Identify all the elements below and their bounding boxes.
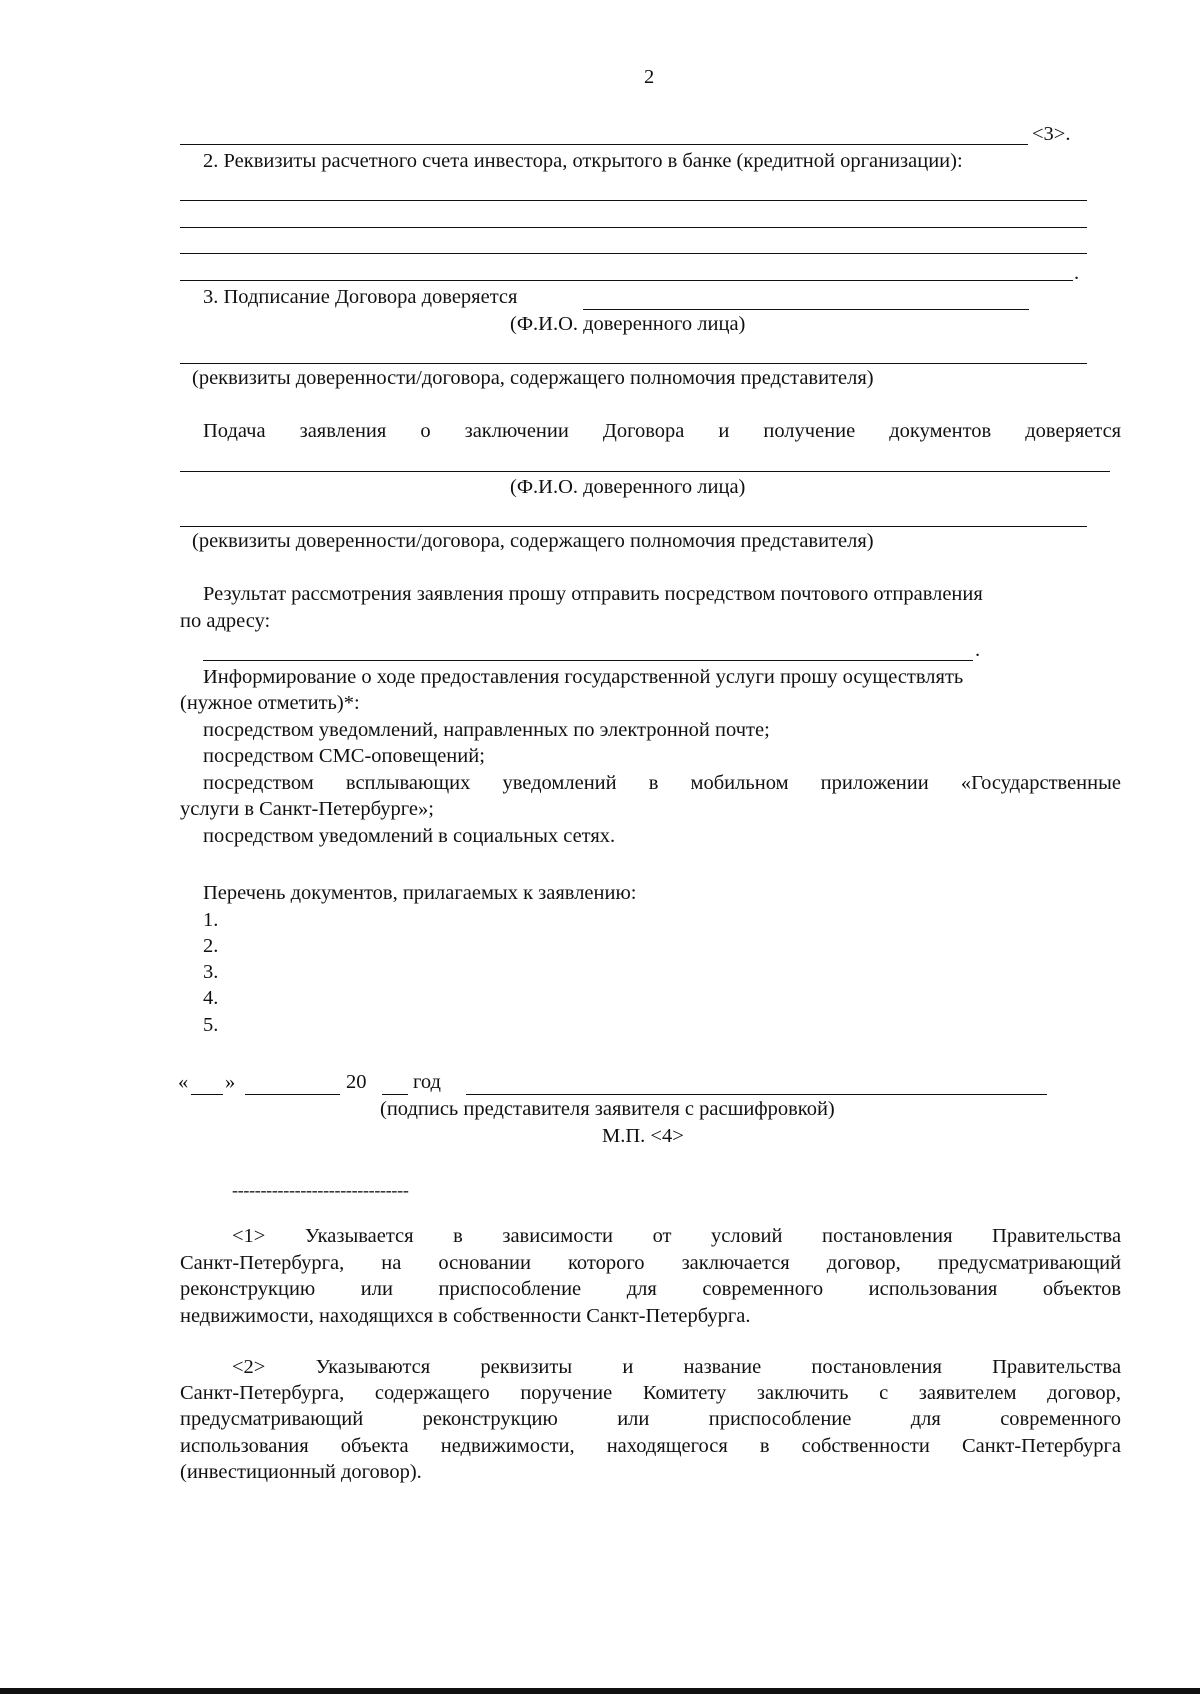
poa-caption: (реквизиты доверенности/договора, содержащего полномочия представителя)	[192, 530, 874, 552]
date-day-line	[191, 1094, 223, 1095]
footnote-marker-3: <3>.	[1032, 123, 1071, 145]
field-line	[180, 526, 1087, 527]
date-year-word: год	[413, 1071, 441, 1093]
option-social: посредством уведомлений в социальных сетях.	[203, 825, 616, 847]
date-close-quote: »	[225, 1071, 236, 1093]
footnote-1-line-3: реконструкцию или приспособление для современного использования объектов	[180, 1278, 1122, 1300]
bank-details-heading: 2. Реквизиты расчетного счета инвестора, открытого в банке (кредитной организации):	[203, 150, 963, 172]
field-line	[180, 200, 1087, 201]
poa-caption: (реквизиты доверенности/договора, содержащего полномочия представителя)	[192, 367, 874, 389]
footnote-separator: -------------------------------	[232, 1180, 409, 1200]
attachment-item: 1.	[203, 909, 219, 931]
footnote-2-line-3: предусматривающий реконструкцию или приспособление для современного	[180, 1408, 1121, 1430]
field-line	[180, 227, 1087, 228]
date-month-line	[245, 1094, 340, 1095]
line-end-period: .	[975, 639, 981, 661]
option-sms: посредством СМС-оповещений;	[203, 745, 485, 767]
footnote-1-line-4: недвижимости, находящихся в собственности Санкт-Петербурга.	[180, 1305, 751, 1327]
footnote-2-line-2: Санкт-Петербурга, содержащего поручение Комитету заключить с заявителем договор,	[180, 1382, 1122, 1404]
attachments-heading: Перечень документов, прилагаемых к заявлению:	[203, 882, 637, 904]
submission-entrusted-line: Подача заявления о заключении Договора и получение документов доверяется	[203, 420, 1122, 442]
footnote-2-line-5: (инвестиционный договор).	[180, 1461, 422, 1483]
scan-bottom-edge	[0, 1688, 1200, 1694]
attachment-item: 3.	[203, 961, 219, 983]
address-field-line	[203, 660, 973, 661]
field-line	[180, 144, 1028, 145]
fio-caption: (Ф.И.О. доверенного лица)	[510, 476, 746, 498]
attachment-item: 4.	[203, 987, 219, 1009]
field-line	[180, 363, 1087, 364]
attachment-item: 2.	[203, 935, 219, 957]
field-line	[583, 309, 1029, 310]
signature-line	[466, 1094, 1047, 1095]
result-delivery-line-2: по адресу:	[180, 610, 271, 632]
signature-caption: (подпись представителя заявителя с расшифровкой)	[380, 1098, 835, 1120]
field-line	[180, 253, 1087, 254]
inform-line-2: (нужное отметить)*:	[180, 692, 360, 714]
stamp-placeholder: М.П. <4>	[602, 1125, 684, 1147]
field-line	[180, 280, 1073, 281]
line-end-period: .	[1074, 262, 1080, 284]
footnote-2-line-1: <2> Указываются реквизиты и название постановления Правительства	[232, 1356, 1122, 1378]
option-push-line-1: посредством всплывающих уведомлений в мобильном приложении «Государственные	[203, 772, 1121, 794]
page-number: 2	[644, 66, 655, 88]
result-delivery-line-1: Результат рассмотрения заявления прошу отправить посредством почтового отправления	[203, 583, 983, 605]
attachment-item: 5.	[203, 1014, 219, 1036]
field-line	[180, 471, 1110, 472]
date-year-line	[382, 1094, 408, 1095]
signing-entrusted-label: 3. Подписание Договора доверяется	[203, 286, 518, 308]
option-push-line-2: услуги в Санкт-Петербурге»;	[180, 798, 434, 820]
fio-caption: (Ф.И.О. доверенного лица)	[510, 313, 746, 335]
inform-line-1: Информирование о ходе предоставления государственной услуги прошу осуществлять	[203, 666, 964, 688]
date-open-quote: «	[178, 1071, 189, 1093]
footnote-2-line-4: использования объекта недвижимости, находящегося в собственности Санкт-Петербурга	[180, 1435, 1122, 1457]
footnote-1-line-1: <1> Указывается в зависимости от условий постановления Правительства	[232, 1225, 1122, 1247]
date-year-prefix: 20	[346, 1071, 367, 1093]
option-email: посредством уведомлений, направленных по электронной почте;	[203, 719, 770, 741]
footnote-1-line-2: Санкт-Петербурга, на основании которого заключается договор, предусматривающий	[180, 1252, 1122, 1274]
